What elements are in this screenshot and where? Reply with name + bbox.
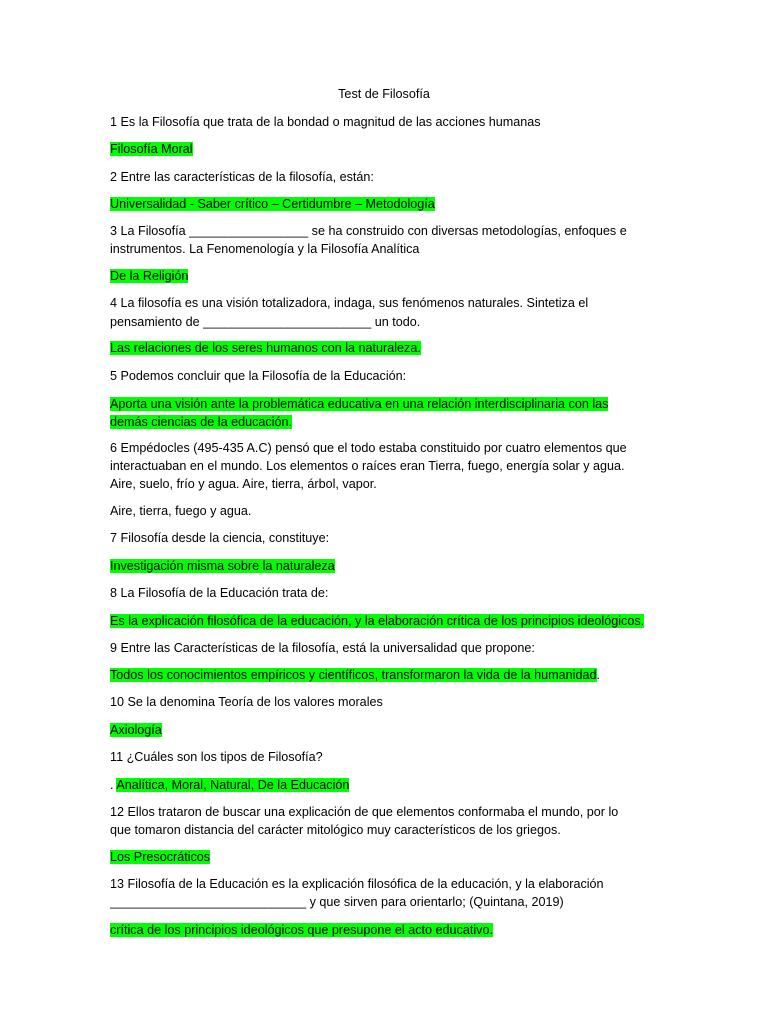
question-4-line-1: 4 La filosofía es una visión totalizadora, indaga, sus fenómenos naturales. Sintetiza el xyxy=(110,296,589,310)
answer-7 xyxy=(110,558,335,574)
question-3-line-1: 3 La Filosofía _________________ se ha construido con diversas metodologías, enfoques e xyxy=(110,224,627,238)
question-10: 10 Se la denomina Teoría de los valores morales xyxy=(110,695,383,709)
answer-3 xyxy=(110,268,188,284)
question-12-line-2: que tomaron distancia del carácter mitológico muy característicos de los griegos. xyxy=(110,823,561,837)
question-7: 7 Filosofía desde la ciencia, constituye: xyxy=(110,531,330,545)
answer-6: Aire, tierra, fuego y agua. xyxy=(110,504,252,518)
answer-11 xyxy=(110,777,349,793)
answer-highlight: Axiología xyxy=(110,723,162,737)
question-6-line-2: interactuaban en el mundo. Los elementos o raíces eran Tierra, fuego, energía solar y agua. xyxy=(110,459,625,473)
question-6-line-3: Aire, suelo, frío y agua. Aire, tierra, árbol, vapor. xyxy=(110,477,377,491)
question-5: 5 Podemos concluir que la Filosofía de la Educación: xyxy=(110,369,407,383)
question-3-line-2: instrumentos. La Fenomenología y la Filosofía Analítica xyxy=(110,242,420,256)
answer-highlight: crítica de los principios ideológicos que presupone el acto educativo. xyxy=(110,923,493,937)
question-9: 9 Entre las Características de la filosofía, está la universalidad que propone: xyxy=(110,641,535,655)
answer-9 xyxy=(110,667,600,683)
answer-10 xyxy=(110,722,162,738)
answer-5-line-1 xyxy=(110,396,608,412)
question-11: 11 ¿Cuáles son los tipos de Filosofía? xyxy=(110,750,323,764)
answer-highlight: Aporta una visión ante la problemática educativa en una relación interdisciplinaria con las xyxy=(110,397,609,411)
question-4-line-2: pensamiento de ________________________ un todo. xyxy=(110,315,421,329)
answer-12 xyxy=(110,849,210,865)
question-13-line-1: 13 Filosofía de la Educación es la explicación filosófica de la educación, y la elaboración xyxy=(110,877,604,891)
answer-highlight: Analítica, Moral, Natural, De la Educación xyxy=(116,778,350,792)
answer-highlight: Filosofía Moral xyxy=(110,142,193,156)
answer-13 xyxy=(110,922,493,938)
question-13-line-2: ____________________________ y que sirven para orientarlo; (Quintana, 2019) xyxy=(110,895,564,909)
answer-suffix: . xyxy=(596,668,600,682)
answer-4 xyxy=(110,340,421,356)
question-12-line-1: 12 Ellos trataron de buscar una explicación de que elementos conformaba el mundo, por lo xyxy=(110,805,619,819)
answer-highlight: Investigación misma sobre la naturaleza xyxy=(110,559,335,573)
answer-highlight: Las relaciones de los seres humanos con la naturaleza. xyxy=(110,341,421,355)
answer-5-line-2 xyxy=(110,414,292,430)
answer-highlight: Universalidad - Saber crítico – Certidumbre – Metodología xyxy=(110,197,435,211)
answer-highlight: Los Presocráticos xyxy=(110,850,211,864)
question-8: 8 La Filosofía de la Educación trata de: xyxy=(110,586,329,600)
answer-2 xyxy=(110,196,435,212)
answer-1 xyxy=(110,141,193,157)
answer-highlight: De la Religión xyxy=(110,269,189,283)
answer-highlight: Es la explicación filosófica de la educación, y la elaboración crítica de los principios ideológicos. xyxy=(110,614,645,628)
answer-highlight: demás ciencias de la educación. xyxy=(110,415,293,429)
question-6-line-1: 6 Empédocles (495-435 A.C) pensó que el todo estaba constituido por cuatro elementos que xyxy=(110,441,627,455)
question-1: 1 Es la Filosofía que trata de la bondad o magnitud de las acciones humanas xyxy=(110,115,541,129)
answer-prefix: . xyxy=(110,778,117,792)
document-title: Test de Filosofía xyxy=(338,87,430,101)
question-2: 2 Entre las características de la filosofía, están: xyxy=(110,170,374,184)
answer-8 xyxy=(110,613,644,629)
answer-highlight: Todos los conocimientos empíricos y científicos, transformaron la vida de la humanidad xyxy=(110,668,597,682)
